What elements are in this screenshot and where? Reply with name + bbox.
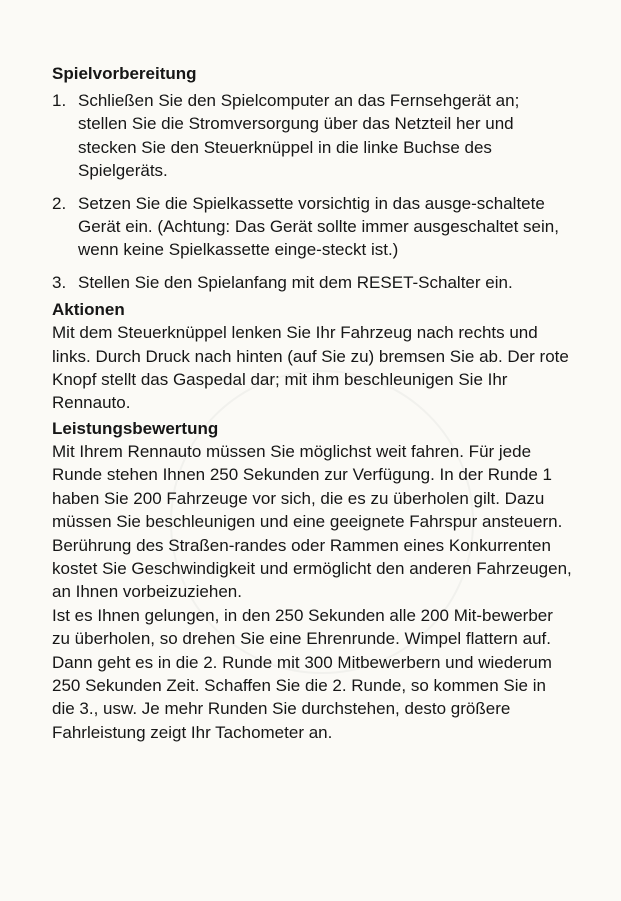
- section-leistungsbewertung: [52, 417, 572, 744]
- heading-leistungsbewertung: Leistungsbewertung: [52, 418, 219, 438]
- step-number: 2.: [52, 193, 67, 213]
- section-aktionen: [52, 298, 572, 415]
- step-number: 3.: [52, 272, 67, 292]
- leistung-paragraph-1: Mit Ihrem Rennauto müssen Sie möglichst weit fahren. Für jede Runde stehen Ihnen 250 Sekunden zur Verfügung. In der Runde 1 haben Sie 200 Fahrzeuge vor sich, die es zu überholen gilt. Dazu müssen Sie beschleunigen und eine geeignete Fahrspur ansteuern. Berührung des Straßen-randes oder Rammen eines Konkurrenten kostet Sie Geschwindigkeit und ermöglicht den anderen Fahrzeugen, an Ihnen vorbeizuziehen.: [52, 441, 572, 602]
- manual-page: [52, 62, 572, 744]
- step-number: 1.: [52, 91, 67, 110]
- setup-step-3: [52, 271, 572, 294]
- aktionen-text: Mit dem Steuerknüppel lenken Sie Ihr Fahrzeug nach rechts und links. Durch Druck nach hinten (auf Sie zu) bremsen Sie ab. Der rote Knopf stellt das Gaspedal dar; mit ihm beschleunigen Sie Ihr Rennauto.: [52, 323, 569, 413]
- setup-steps-list: [52, 89, 572, 294]
- heading-aktionen: Aktionen: [52, 300, 125, 320]
- step-text: Setzen Sie die Spielkassette vorsichtig in das ausge-schaltete Gerät ein. (Achtung: Das Gerät sollte immer ausgeschaltet sein, wenn keine Spielkassette einge-steckt ist.): [78, 193, 559, 260]
- step-text: Schließen Sie den Spielcomputer an das Fernsehgerät an; stellen Sie die Stromversorgung über das Netzteil her und stecken Sie den Steuerknüppel in die linke Buchse des Spielgeräts.: [78, 91, 520, 181]
- setup-step-1: [52, 89, 572, 183]
- setup-step-2: [52, 192, 572, 262]
- heading-spielvorbereitung: Spielvorbereitung: [52, 64, 197, 83]
- section-spielvorbereitung: [52, 62, 572, 294]
- step-text: Stellen Sie den Spielanfang mit dem RESET-Schalter ein.: [78, 272, 513, 292]
- leistung-paragraph-2: Ist es Ihnen gelungen, in den 250 Sekunden alle 200 Mit-bewerber zu überholen, so drehen Sie eine Ehrenrunde. Wimpel flattern auf. Dann geht es in die 2. Runde mit 300 Mitbewerbern und wiederum 250 Sekunden Zeit. Schaffen Sie die 2. Runde, so kommen Sie in die 3., usw. Je mehr Runden Sie durchstehen, desto größere Fahrleistung zeigt Ihr Tachometer an.: [52, 605, 553, 742]
